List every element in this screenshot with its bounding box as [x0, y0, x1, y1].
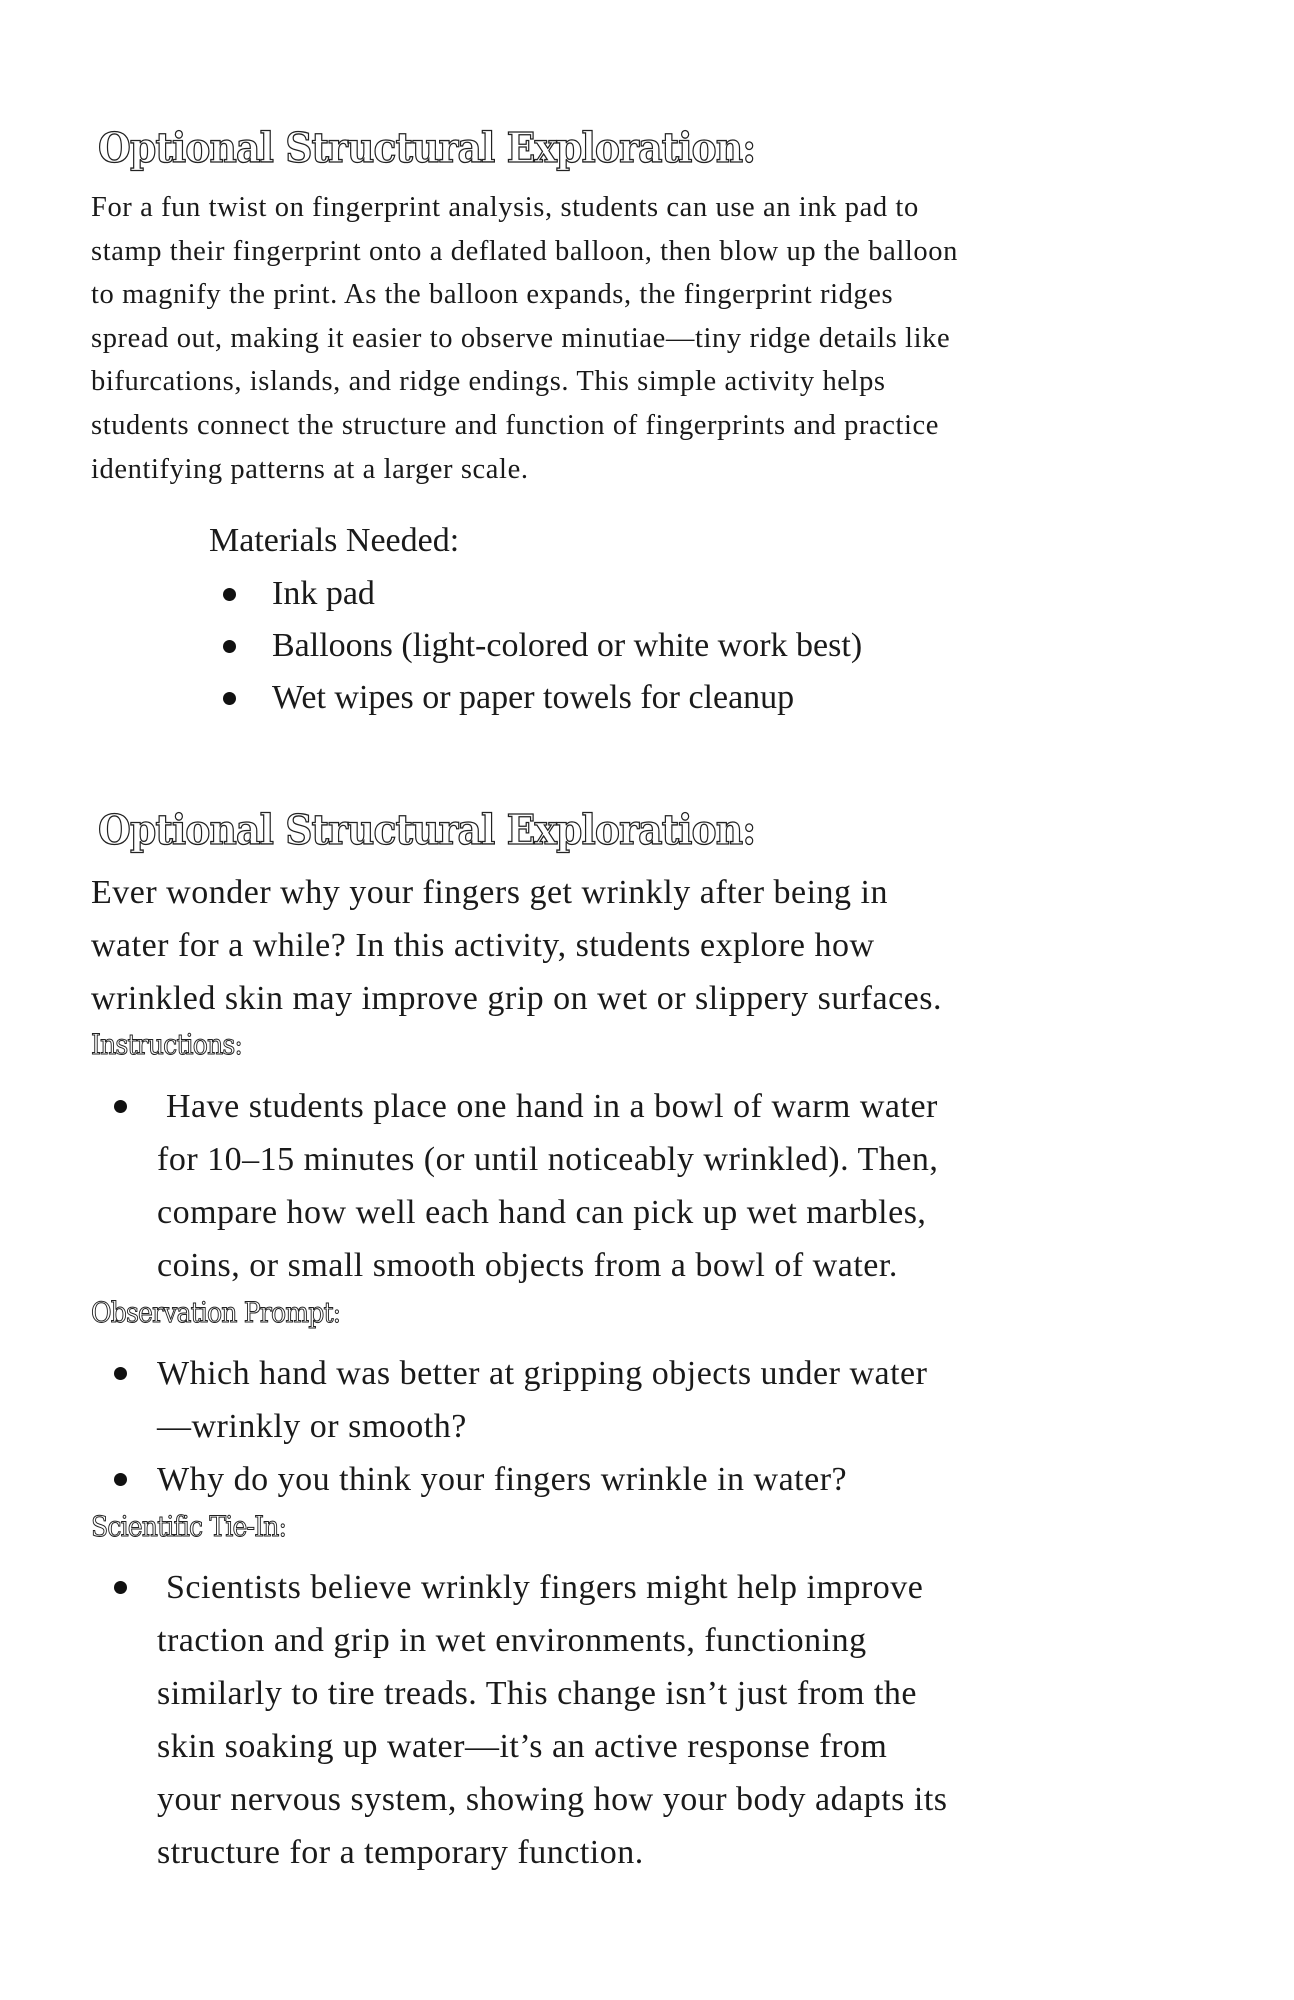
list-item: Ink pad	[209, 568, 862, 620]
paragraph-line: identifying patterns at a larger scale.	[91, 453, 529, 485]
paragraph-line: wrinkled skin may improve grip on wet or slippery surfaces.	[91, 980, 942, 1017]
paragraph-line: compare how well each hand can pick up wet marbles,	[157, 1194, 927, 1231]
paragraph-line: traction and grip in wet environments, functioning	[157, 1622, 867, 1659]
observation-label: Observation Prompt:	[91, 1296, 341, 1329]
paragraph-line: water for a while? In this activity, students explore how	[91, 927, 875, 964]
paragraph-line: Ever wonder why your fingers get wrinkly after being in	[91, 874, 888, 911]
paragraph-line: for 10–15 minutes (or until noticeably wrinkled). Then,	[157, 1141, 939, 1178]
observation-bullet-1	[157, 1347, 927, 1453]
paragraph-line: Why do you think your fingers wrinkle in water?	[157, 1461, 848, 1498]
instructions-label: Instructions:	[91, 1028, 242, 1061]
tiein-label: Scientific Tie-In:	[91, 1510, 287, 1543]
paragraph-line: your nervous system, showing how your body adapts its	[157, 1781, 948, 1818]
paragraph-line: structure for a temporary function.	[157, 1834, 644, 1871]
list-item: Balloons (light-colored or white work best)	[209, 620, 862, 672]
paragraph-line: stamp their fingerprint onto a deflated balloon, then blow up the balloon	[91, 235, 958, 267]
section-2-heading: Optional Structural Exploration:	[98, 806, 756, 854]
paragraph-line: For a fun twist on fingerprint analysis, students can use an ink pad to	[91, 192, 919, 223]
instructions-bullet	[157, 1080, 938, 1292]
paragraph-line: spread out, making it easier to observe minutiae—tiny ridge details like	[91, 322, 951, 354]
paragraph-line: similarly to tire treads. This change isn’t just from the	[157, 1675, 917, 1712]
list-item: Wet wipes or paper towels for cleanup	[209, 672, 862, 724]
paragraph-line: Which hand was better at gripping objects under water	[157, 1355, 928, 1392]
paragraph-line: students connect the structure and function of fingerprints and practice	[91, 409, 940, 441]
section-1-paragraph	[91, 186, 1231, 491]
paragraph-line: —wrinkly or smooth?	[157, 1408, 467, 1445]
bullet-icon	[114, 1100, 127, 1113]
paragraph-line: Have students place one hand in a bowl of warm water	[157, 1088, 938, 1125]
tiein-bullet	[157, 1561, 948, 1879]
paragraph-line: bifurcations, islands, and ridge endings. This simple activity helps	[91, 366, 886, 398]
paragraph-line: to magnify the print. As the balloon expands, the fingerprint ridges	[91, 279, 894, 311]
paragraph-line: coins, or small smooth objects from a bowl of water.	[157, 1247, 898, 1284]
materials-list	[209, 568, 862, 724]
materials-label: Materials Needed:	[209, 522, 460, 559]
bullet-icon	[114, 1473, 127, 1486]
bullet-icon	[114, 1581, 127, 1594]
paragraph-line: skin soaking up water—it’s an active response from	[157, 1728, 888, 1765]
paragraph-line: Scientists believe wrinkly fingers might help improve	[157, 1569, 924, 1606]
section-2-intro	[91, 866, 942, 1025]
section-1-heading: Optional Structural Exploration:	[98, 124, 756, 172]
bullet-icon	[114, 1367, 127, 1380]
observation-bullet-2	[157, 1453, 847, 1506]
